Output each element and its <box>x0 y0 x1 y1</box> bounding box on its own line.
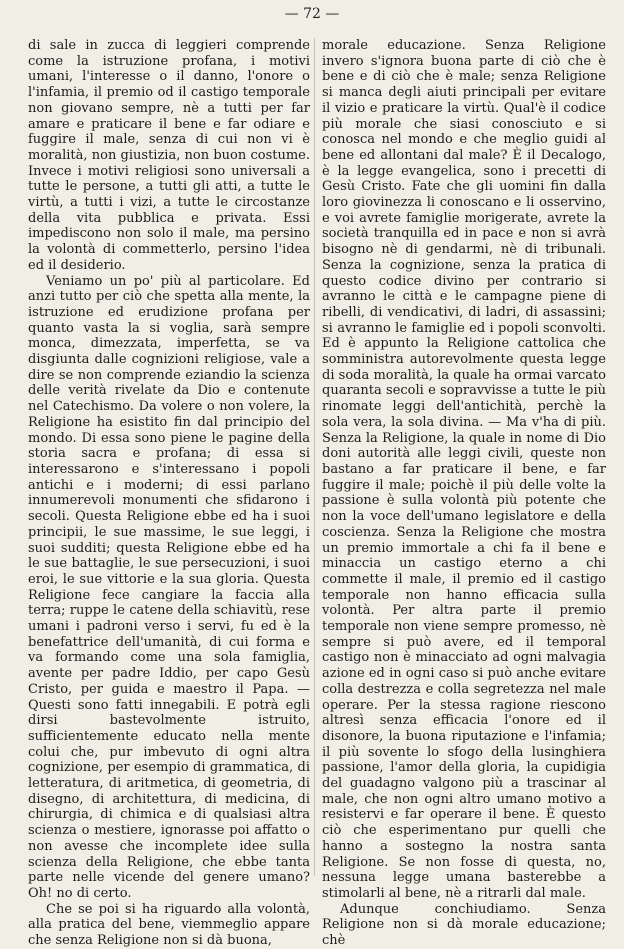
paragraph: Adunque conchiudiamo. Senza Religione non si dà morale educazione; chè <box>322 901 606 949</box>
right-column <box>322 38 606 949</box>
paragraph: di sale in zucca di leggieri comprende come la istruzione profana, i motivi umani, l'interesse o il danno, l'onore o l'infamia, il premio od il castigo temporale non giovano sempre, nè a tutti per far amare e praticare il bene e far odiare e fuggire il male, senza di cui non vi è moralità, non giustizia, non buon costume. Invece i motivi religiosi sono universali a tutte le persone, a tutti gli atti, a tutte le virtù, a tutti i vizi, a tutte le circostanze della vita pubblica e privata. Essi impediscono non solo il male, ma persino la volontà di commetterlo, persino l'idea ed il desiderio. <box>28 38 310 273</box>
paragraph: Veniamo un po' più al particolare. Ed anzi tutto per ciò che spetta alla mente, la istruzione ed erudizione profana per quanto vasta la si voglia, sarà sempre monca, dimezzata, imperfetta, se va disgiunta dalle cognizioni religiose, vale a dire se non comprende eziandio la scienza delle verità rivelate da Dio e contenute nel Catechismo. Da volere o non volere, la Religione ha esistito fin dal principio del mondo. Di essa sono piene le pagine della storia sacra e profana; di essa si interessarono e s'interessano i popoli antichi e i moderni; di essi parlano innumerevoli monumenti che sfidarono i secoli. Questa Religione ebbe ed ha i suoi principii, le sue massime, le sue leggi, i suoi sudditi; questa Religione ebbe ed ha le sue battaglie, le sue persecuzioni, i suoi eroi, le sue vittorie e la sua gloria. Questa Religione fece cangiare la faccia alla terra; ruppe le catene della schiavitù, rese umani i padroni verso i servi, fu ed è la benefattrice dell'umanità, di cui forma e va formando come una sola famiglia, avente per padre Iddio, per capo Gesù Cristo, per guida e maestro il Papa. — Questi sono fatti innegabili. E potrà egli dirsi bastevolmente istruito, sufficientemente educato nella mente colui che, pur imbevuto di ogni altra cognizione, per esempio di grammatica, di letteratura, di aritmetica, di geometria, di disegno, di architettura, di medicina, di chirurgia, di chimica e di qualsiasi altra scienza o mestiere, ignorasse poi affatto o non avesse che incomplete idee sulla scienza della Religione, che ebbe tanta parte nelle vicende del genere umano? Oh! no di certo. <box>28 273 310 901</box>
page-number: — 72 — <box>284 6 340 22</box>
paragraph: morale educazione. Senza Religione invero s'ignora buona parte di ciò che è bene e di ciò che è male; senza Religione si manca degli aiuti principali per evitare il vizio e praticare la virtù. Qual'è il codice più morale che siasi conosciuto e si conosca nel mondo e che meglio guidi al bene ed allontani dal male? È il Decalogo, è la legge evangelica, sono i precetti di Gesù Cristo. Fate che gli uomini fin dalla loro giovinezza li conoscano e li osservino, e voi avrete famiglie morigerate, avrete la società tranquilla ed in pace e non si avrà bisogno nè di gendarmi, nè di tribunali. Senza la cognizione, senza la pratica di questo codice divino per contrario si avranno le città e le campagne piene di ribelli, di vendicativi, di ladri, di assassini; si avranno le famiglie ed i popoli sconvolti. Ed è appunto la Religione cattolica che somministra autorevolmente questa legge di soda moralità, la quale ha ormai varcato quaranta secoli e sopravvisse a tutte le più rinomate leggi dell'antichità, perchè la sola vera, la sola divina. — Ma v'ha di più. Senza la Religione, la quale in nome di Dio doni autorità alle leggi civili, queste non bastano a far praticare il bene, e far fuggire il male; poichè il più delle volte la passione è sulla volontà più potente che non la voce dell'umano legislatore e della coscienza. Senza la Religione che mostra un premio immortale a chi fa il bene e minaccia un castigo eterno a chi commette il male, il premio ed il castigo temporale non hanno efficacia sulla volontà. Per altra parte il premio temporale non viene sempre promesso, nè sempre si può avere, ed il temporal castigo non è minacciato ad ogni malvagia azione ed in ogni caso si può anche evitare colla destrezza e colla segretezza nel male operare. Per la stessa ragione riescono altresì senza efficacia l'onore ed il disonore, la buona riputazione e l'infamia; il più sovente lo sfogo della lusinghiera passione, l'amor della gloria, la cupidigia del guadagno valgono più a trascinar al male, che non ogni altro umano motivo a resistervi e far operare il bene. È questo ciò che esperimentano pur quelli che hanno a sostegno la nostra santa Religione. Se non fosse di questa, no, nessuna legge umana basterebbe a stimolarli al bene, nè a ritrarli dal male. <box>322 38 606 901</box>
paragraph: Che se poi si ha riguardo alla volontà, alla pratica del bene, viemmeglio appare che senza Religione non si dà buona, <box>28 901 310 949</box>
column-divider <box>314 38 315 876</box>
left-column <box>28 38 310 949</box>
